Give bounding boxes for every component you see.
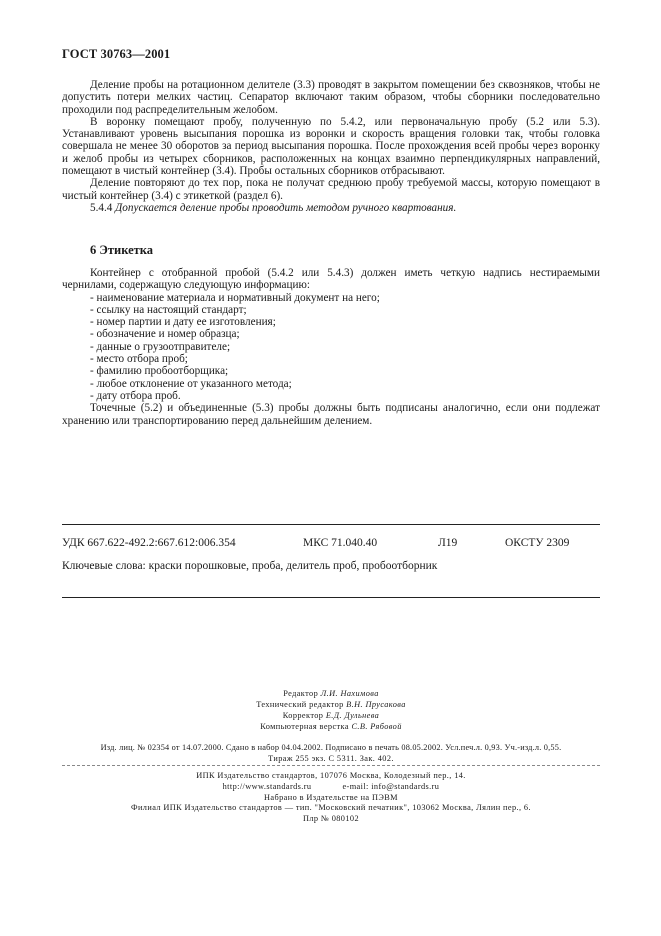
web-address: http://www.standards.ru [222,782,312,791]
corrector-name: Е.Д. Дульнева [325,711,380,720]
list-item: - фамилию пробоотборщика; [90,365,229,378]
layout-label: Компьютерная верстка [260,722,349,731]
clause-number: 5.4.4 [90,201,113,214]
body-text-block [62,79,600,214]
list-item: - место отбора проб; [90,353,188,366]
section-title: 6 Этикетка [90,243,154,257]
editor-name: Л.И. Нахимова [320,689,379,698]
tech-editor-label: Технический редактор [256,700,344,709]
branch-line: Филиал ИПК Издательство стандартов — тип. "Московский печатник", 103062 Москва, Лялин пер., 6. [131,803,531,812]
plr-line: Плр № 080102 [302,814,360,823]
section-closing: Точечные (5.2) и объединенные (5.3) пробы должны быть подписаны аналогично, если они подлежат хранению или транспортированию перед дальнейшим делением. [62,402,600,427]
list-item: - номер партии и дату ее изготовления; [90,316,276,329]
email-address: e-mail: info@standards.ru [342,782,440,791]
layout-line [62,722,600,731]
editor-label: Редактор [283,689,319,698]
paragraph: Деление повторяют до тех пор, пока не получат среднюю пробу требуемой массы, которую помещают в чистый контейнер (3.4) с этикеткой (раздел 6). [62,177,600,202]
document-header: ГОСТ 30763—2001 [62,47,171,61]
tech-editor-line [62,700,600,709]
layout-name: С.В. Рябовой [351,722,402,731]
clause-5-4-4 [62,202,600,214]
list-item: - обозначение и номер образца; [90,328,240,341]
editor-line [62,689,600,698]
mks-code: МКС 71.040.40 [303,537,378,549]
corrector-label: Корректор [282,711,324,720]
section-intro: Контейнер с отобранной пробой (5.4.2 или 5.4.3) должен иметь четкую надпись нестираемыми чернилами, содержащую следующую информацию: [62,267,600,292]
contacts-line [62,782,600,791]
imprint-divider [62,765,600,766]
license-line: Изд. лиц. № 02354 от 14.07.2000. Сдано в набор 04.04.2002. Подписано в печать 08.05.2002. Усл.печ.л. 0,93. Уч.-изд.л. 0,55. [100,743,562,752]
okstu-code: ОКСТУ 2309 [505,537,570,549]
clause-text: Допускается деление пробы проводить методом ручного квартования. [115,201,457,214]
publisher-line: ИПК Издательство стандартов, 107076 Москва, Колодезный пер., 14. [196,771,466,780]
tech-editor-name: В.Н. Прусакова [346,700,406,709]
paragraph: В воронку помещают пробу, полученную по 5.4.2, или первоначальную пробу (5.2 или 5.3). Устанавливают уровень высыпания порошка из воронки и скорость вращения головки так, чтобы головка совершала не менее 30 оборотов за период высыпания порошка. После прохождения всей пробы через воронку и желоб пробы из четырех сборников, расположенных на концах взаимно перпендикулярных направлений, помещают в чистый контейнер (3.4). Пробы остальных сборников отбрасывают. [62,115,600,178]
paragraph: Деление пробы на ротационном делителе (3.3) проводят в закрытом помещении без сквозняков, чтобы не допустить потери мелких частиц. Сепаратор включают таким образом, чтобы сборники последовательно проходили под распределительным желобом. [62,79,600,116]
top-divider [62,524,600,525]
list-item: - дату отбора проб. [90,389,181,402]
list-item: - данные о грузоотправителе; [90,340,231,353]
print-run-line: Тираж 255 экз. С 5311. Зак. 402. [268,754,394,763]
list-item: - ссылку на настоящий стандарт; [90,303,247,316]
corrector-line [62,711,600,720]
bottom-divider [62,597,600,598]
section-body [62,267,600,427]
typeset-line: Набрано в Издательстве на ПЭВМ [264,793,398,802]
list-item: - любое отклонение от указанного метода; [90,377,292,390]
udk-code: УДК 667.622-492.2:667.612:006.354 [62,537,236,549]
keywords-line: Ключевые слова: краски порошковые, проба, делитель проб, пробоотборник [62,560,438,572]
l-code: Л19 [438,537,458,549]
list-item: - наименование материала и нормативный документ на него; [90,291,380,304]
